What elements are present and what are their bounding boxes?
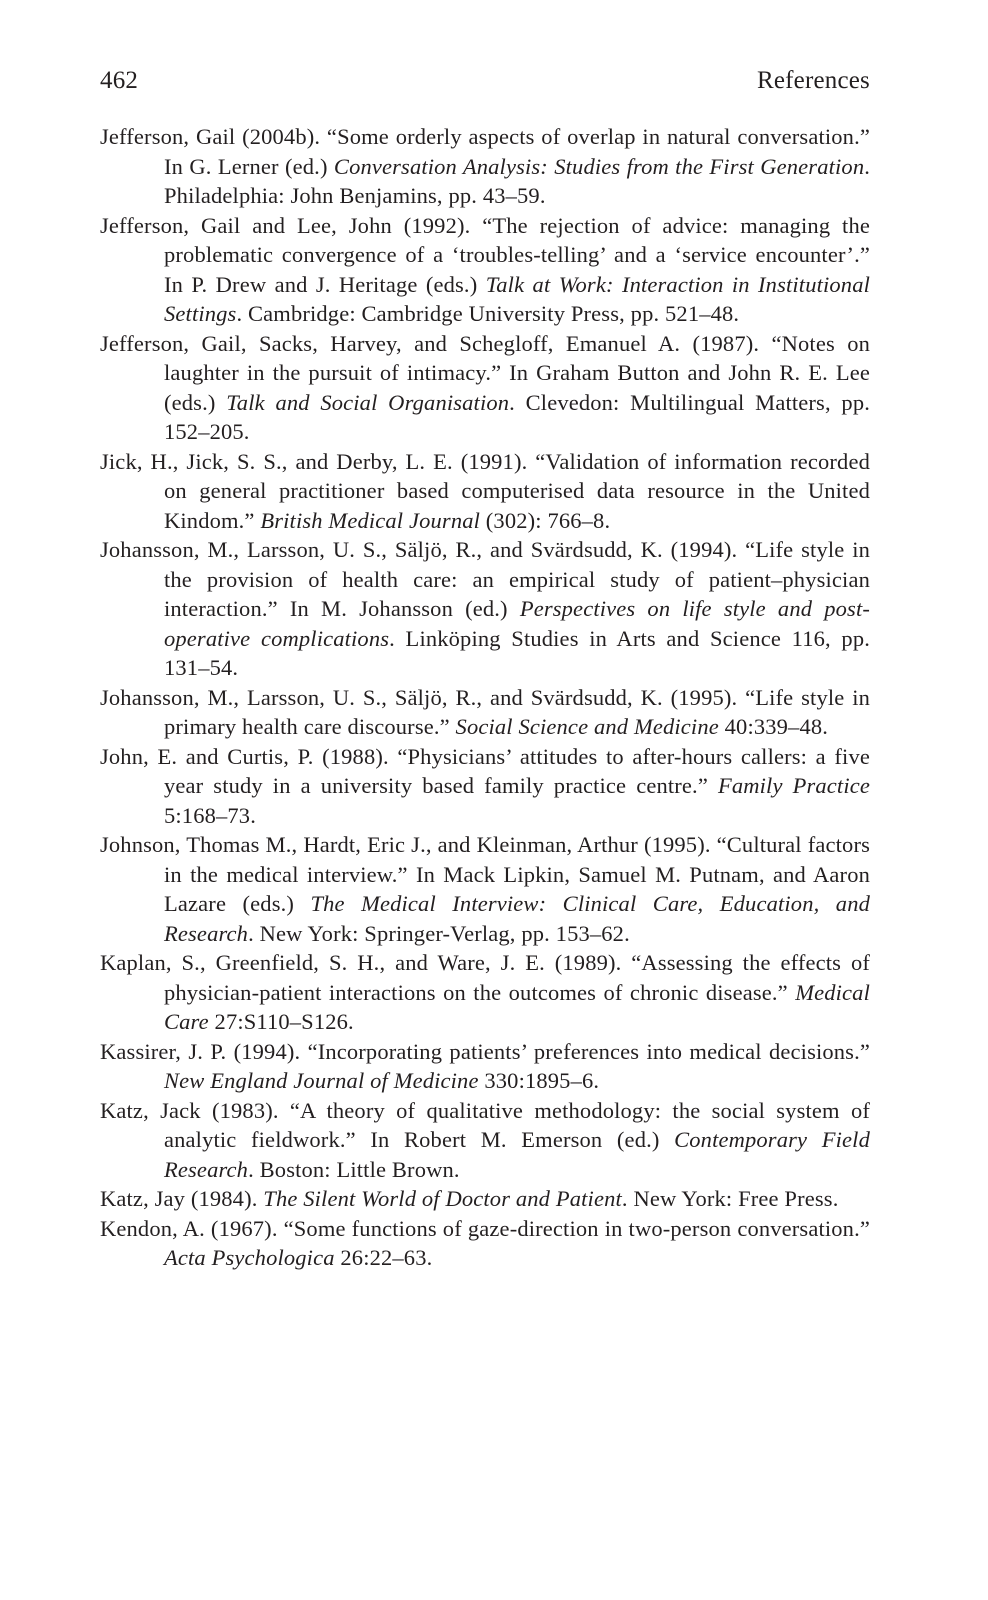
reference-text: Johnson, Thomas M., Hardt, Eric J., and Kleinman, Arthur (1995). “Cultural factors in the medical interview.” In Mack Lipkin, Samuel M. Putnam, and Aaron Lazare (eds.) <box>100 832 870 916</box>
reference-title: The Medical Interview: Clinical Care, Education, and Research <box>164 891 870 946</box>
reference-title: British Medical Journal <box>260 507 481 533</box>
reference-entry <box>100 211 870 329</box>
reference-details: . Boston: Little Brown. <box>248 1156 460 1182</box>
reference-title: Family Practice <box>717 773 870 798</box>
running-head <box>100 62 870 100</box>
reference-details: 26:22–63. <box>334 1245 433 1270</box>
reference-title: Talk and Social Organisation <box>226 389 510 415</box>
reference-entry <box>100 830 870 948</box>
reference-text: Johansson, M., Larsson, U. S., Säljö, R., and Svärdsudd, K. (1994). “Life style in the provision of health care: an empirical study of patient–physician interaction.” In M. Johansson (ed.) <box>100 537 870 621</box>
reference-details: . Cambridge: Cambridge University Press, pp. 521–48. <box>236 301 740 326</box>
reference-text: Jefferson, Gail, Sacks, Harvey, and Schegloff, Emanuel A. (1987). “Notes on laughter in the pursuit of intimacy.” In Graham Button and John R. E. Lee (eds.) <box>100 330 870 415</box>
reference-entry <box>100 122 870 211</box>
reference-text: Jefferson, Gail (2004b). “Some orderly aspects of overlap in natural conversation.” In G. Lerner (ed.) <box>100 124 870 179</box>
book-page <box>100 62 870 1273</box>
reference-details: . Linköping Studies in Arts and Science 116, pp. 131–54. <box>164 625 870 680</box>
reference-entry <box>100 1214 870 1273</box>
reference-text: Jefferson, Gail and Lee, John (1992). “The rejection of advice: managing the problematic convergence of a ‘troubles-telling’ and a ‘service encounter’.” In P. Drew and J. Heritage (eds.) <box>100 212 870 297</box>
reference-title: Medical Care <box>164 979 870 1034</box>
reference-entry <box>100 329 870 447</box>
reference-title: Talk at Work: Interaction in Institutional Settings <box>164 271 870 326</box>
reference-list <box>100 122 870 1273</box>
running-title: References <box>756 67 870 94</box>
reference-text: Katz, Jack (1983). “A theory of qualitative methodology: the social system of analytic fieldwork.” In Robert M. Emerson (ed.) <box>100 1097 870 1152</box>
reference-entry <box>100 683 870 742</box>
reference-entry <box>100 1096 870 1185</box>
reference-details: . New York: Springer-Verlag, pp. 153–62. <box>248 920 630 946</box>
reference-entry <box>100 535 870 683</box>
reference-text: Katz, Jay (1984). <box>100 1186 264 1211</box>
reference-details: 27:S110–S126. <box>208 1009 354 1034</box>
page-number: 462 <box>100 67 139 94</box>
reference-entry <box>100 1184 870 1214</box>
reference-entry <box>100 742 870 831</box>
reference-details: 40:339–48. <box>718 714 829 739</box>
reference-text: Jick, H., Jick, S. S., and Derby, L. E. (1991). “Validation of information recorded on general practitioner based computerised data resource in the United Kindom.” <box>100 448 870 533</box>
reference-details: 330:1895–6. <box>478 1068 600 1093</box>
reference-entry <box>100 447 870 536</box>
reference-title: New England Journal of Medicine <box>164 1068 479 1093</box>
reference-title: Acta Psychologica <box>164 1245 335 1270</box>
reference-details: . New York: Free Press. <box>621 1186 839 1211</box>
reference-details: 5:168–73. <box>164 802 256 828</box>
reference-text: Kendon, A. (1967). “Some functions of gaze-direction in two-person conversation.” <box>100 1215 870 1241</box>
reference-entry <box>100 1037 870 1096</box>
reference-title: Conversation Analysis: Studies from the First Generation <box>333 153 865 179</box>
reference-text: Johansson, M., Larsson, U. S., Säljö, R., and Svärdsudd, K. (1995). “Life style in primary health care discourse.” <box>100 684 870 739</box>
reference-title: Social Science and Medicine <box>455 714 719 739</box>
reference-details: . Philadelphia: John Benjamins, pp. 43–59. <box>164 153 870 208</box>
reference-title: Perspectives on life style and post-operative complications <box>164 596 870 651</box>
reference-title: The Silent World of Doctor and Patient <box>263 1186 622 1211</box>
reference-text: Kaplan, S., Greenfield, S. H., and Ware, J. E. (1989). “Assessing the effects of physician-patient interactions on the outcomes of chronic disease.” <box>100 950 870 1005</box>
reference-text: Kassirer, J. P. (1994). “Incorporating patients’ preferences into medical decisions.” <box>100 1038 870 1064</box>
reference-text: John, E. and Curtis, P. (1988). “Physicians’ attitudes to after-hours callers: a five year study in a university based family practice centre.” <box>100 743 870 798</box>
reference-details: (302): 766–8. <box>480 507 611 533</box>
reference-entry <box>100 948 870 1037</box>
reference-title: Contemporary Field Research <box>164 1127 870 1182</box>
reference-details: . Clevedon: Multilingual Matters, pp. 152–205. <box>164 389 870 444</box>
